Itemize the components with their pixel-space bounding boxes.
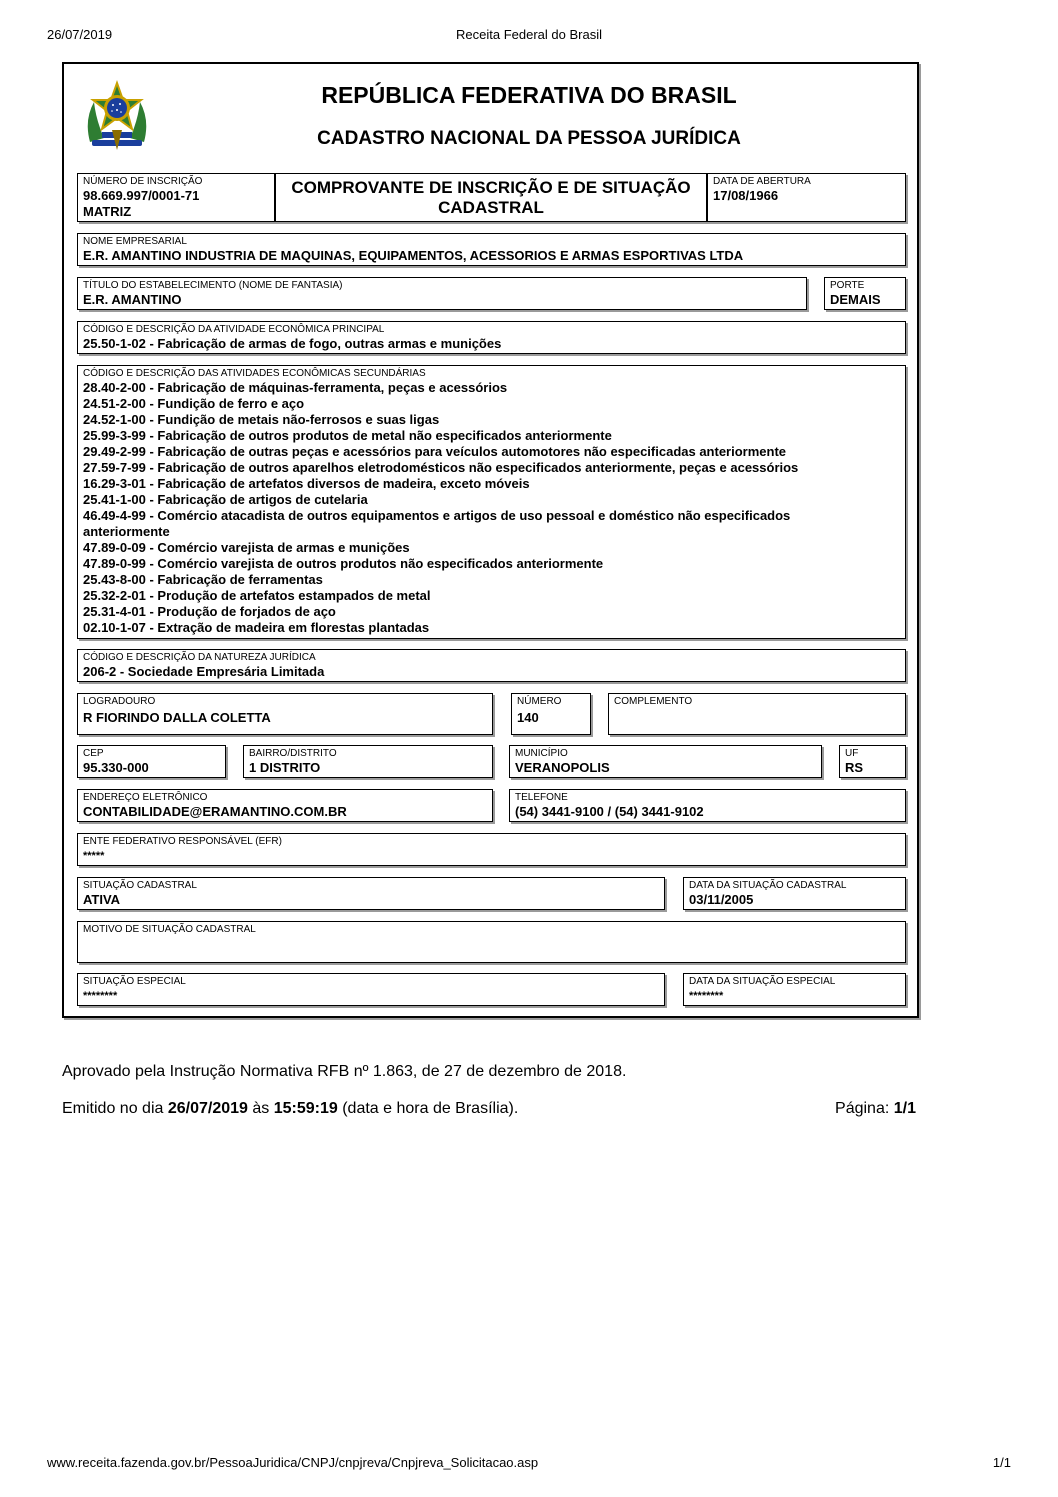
atividade-principal-value: 25.50-1-02 - Fabricação de armas de fogo, outras armas e munições (83, 336, 502, 351)
data-situacao-cadastral-label: DATA DA SITUAÇÃO CADASTRAL (689, 880, 847, 891)
atividade-secundaria-item: 16.29-3-01 - Fabricação de artefatos diversos de madeira, exceto móveis (83, 476, 530, 491)
atividade-secundaria-item: 46.49-4-99 - Comércio atacadista de outros equipamentos e artigos de uso pessoal e doméstico não especificados (83, 508, 791, 523)
situacao-especial-label: SITUAÇÃO ESPECIAL (83, 976, 186, 987)
emitido-suffix: (data e hora de Brasília). (337, 1100, 519, 1117)
logradouro-box (77, 693, 493, 735)
atividade-secundaria-item: 27.59-7-99 - Fabricação de outros aparelhos eletrodomésticos não especificados anteriormente, peças e acessórios (83, 460, 799, 475)
atividade-secundaria-item: 25.32-2-01 - Produção de artefatos estampados de metal (83, 588, 431, 603)
telefone-value: (54) 3441-9100 / (54) 3441-9102 (515, 804, 704, 819)
atividades-secundarias-label: CÓDIGO E DESCRIÇÃO DAS ATIVIDADES ECONÔMICAS SECUNDÁRIAS (83, 368, 426, 379)
numero-inscricao-box (77, 173, 275, 222)
atividade-principal-label: CÓDIGO E DESCRIÇÃO DA ATIVIDADE ECONÔMICA PRINCIPAL (83, 324, 385, 335)
republic-title: REPÚBLICA FEDERATIVA DO BRASIL (321, 82, 737, 108)
emitido-date: 26/07/2019 (167, 1100, 248, 1117)
porte-box (824, 277, 906, 310)
aprovado-text: Aprovado pela Instrução Normativa RFB nº 1.863, de 27 de dezembro de 2018. (62, 1063, 627, 1080)
atividade-secundaria-item: 25.41-1-00 - Fabricação de artigos de cutelaria (83, 492, 368, 507)
nome-empresarial-box (77, 233, 906, 266)
numero-inscricao-label: NÚMERO DE INSCRIÇÃO (83, 176, 203, 187)
efr-box (77, 833, 906, 866)
uf-value: RS (845, 760, 864, 775)
natureza-juridica-box (77, 649, 906, 682)
cep-value: 95.330-000 (83, 760, 149, 775)
comprovante-title-box (275, 173, 707, 222)
logradouro-label: LOGRADOURO (83, 696, 156, 707)
matriz-value: MATRIZ (83, 204, 132, 219)
cep-box (77, 745, 226, 778)
cep-label: CEP (83, 748, 104, 759)
situacao-especial-box (77, 973, 665, 1006)
data-situacao-cadastral-value: 03/11/2005 (689, 892, 754, 907)
data-situacao-especial-box (683, 973, 906, 1006)
motivo-situacao-box (77, 921, 906, 963)
complemento-box (608, 693, 906, 735)
atividade-secundaria-item: 25.43-8-00 - Fabricação de ferramentas (83, 572, 323, 587)
bairro-box (243, 745, 493, 778)
numero-endereco-value: 140 (517, 710, 539, 725)
data-situacao-especial-label: DATA DA SITUAÇÃO ESPECIAL (689, 976, 836, 987)
situacao-especial-value: ******** (83, 990, 118, 1002)
atividade-secundaria-item: anteriormente (83, 524, 170, 539)
atividade-secundaria-item: 25.99-3-99 - Fabricação de outros produtos de metal não especificados anteriormente (83, 428, 612, 443)
porte-value: DEMAIS (830, 292, 881, 307)
comprovante-title-line2: CADASTRAL (438, 198, 544, 217)
atividade-secundaria-item: 24.52-1-00 - Fundição de metais não-ferrosos e suas ligas (83, 412, 440, 427)
atividades-secundarias-box (77, 365, 906, 639)
print-title: Receita Federal do Brasil (456, 27, 602, 42)
data-abertura-box (707, 173, 906, 222)
print-page-number: 1/1 (992, 1455, 1011, 1470)
numero-endereco-box (511, 693, 591, 735)
situacao-cadastral-box (77, 877, 665, 910)
email-label: ENDEREÇO ELETRÔNICO (83, 792, 208, 803)
efr-value: ***** (83, 850, 105, 862)
pagina-value: 1/1 (893, 1100, 916, 1117)
pagina-text (835, 1100, 916, 1118)
data-abertura-label: DATA DE ABERTURA (713, 176, 811, 187)
atividade-secundaria-item: 47.89-0-09 - Comércio varejista de armas e munições (83, 540, 410, 555)
pagina-label: Página: (835, 1100, 894, 1117)
motivo-situacao-label: MOTIVO DE SITUAÇÃO CADASTRAL (83, 924, 256, 935)
nome-empresarial-value: E.R. AMANTINO INDUSTRIA DE MAQUINAS, EQUIPAMENTOS, ACESSORIOS E ARMAS ESPORTIVAS LTDA (83, 248, 744, 263)
atividade-secundaria-item: 28.40-2-00 - Fabricação de máquinas-ferramenta, peças e acessórios (83, 380, 508, 395)
porte-label: PORTE (830, 280, 865, 291)
data-situacao-especial-value: ******** (689, 990, 724, 1002)
titulo-estabelecimento-box (77, 277, 807, 310)
atividade-secundaria-item: 29.49-2-99 - Fabricação de outras peças e acessórios para veículos automotores não especificadas anteriormente (83, 444, 787, 459)
atividade-secundaria-item: 25.31-4-01 - Produção de forjados de aço (83, 604, 336, 619)
uf-box (839, 745, 906, 778)
complemento-label: COMPLEMENTO (614, 696, 693, 707)
efr-label: ENTE FEDERATIVO RESPONSÁVEL (EFR) (83, 836, 282, 847)
uf-label: UF (845, 748, 859, 759)
municipio-label: MUNICÍPIO (515, 748, 568, 759)
cadastro-title: CADASTRO NACIONAL DA PESSOA JURÍDICA (317, 128, 741, 149)
numero-inscricao-value: 98.669.997/0001-71 (83, 188, 200, 203)
data-abertura-value: 17/08/1966 (713, 188, 779, 203)
titulo-estabelecimento-label: TÍTULO DO ESTABELECIMENTO (NOME DE FANTASIA) (83, 280, 343, 291)
telefone-label: TELEFONE (515, 792, 568, 803)
atividade-secundaria-item: 24.51-2-00 - Fundição de ferro e aço (83, 396, 305, 411)
situacao-cadastral-value: ATIVA (83, 892, 121, 907)
emitido-time: 15:59:19 (273, 1100, 338, 1117)
atividade-secundaria-item: 02.10-1-07 - Extração de madeira em florestas plantadas (83, 620, 430, 635)
natureza-juridica-value: 206-2 - Sociedade Empresária Limitada (83, 664, 325, 679)
atividade-secundaria-item: 47.89-0-99 - Comércio varejista de outros produtos não especificados anteriormente (83, 556, 604, 571)
municipio-box (509, 745, 822, 778)
bairro-label: BAIRRO/DISTRITO (249, 748, 337, 759)
print-url: www.receita.fazenda.gov.br/PessoaJuridica/CNPJ/cnpjreva/Cnpjreva_Solicitacao.asp (47, 1455, 539, 1470)
comprovante-title-line1: COMPROVANTE DE INSCRIÇÃO E DE SITUAÇÃO (291, 178, 691, 197)
situacao-cadastral-label: SITUAÇÃO CADASTRAL (83, 880, 197, 891)
email-box (77, 789, 493, 822)
print-date: 26/07/2019 (47, 27, 113, 42)
telefone-box (509, 789, 906, 822)
bairro-value: 1 DISTRITO (249, 760, 321, 775)
email-value: CONTABILIDADE@ERAMANTINO.COM.BR (83, 804, 347, 819)
data-situacao-cadastral-box (683, 877, 906, 910)
municipio-value: VERANOPOLIS (515, 760, 610, 775)
nome-empresarial-label: NOME EMPRESARIAL (83, 236, 187, 247)
numero-endereco-label: NÚMERO (517, 696, 562, 707)
titulo-estabelecimento-value: E.R. AMANTINO (83, 292, 182, 307)
atividade-principal-box (77, 321, 906, 354)
emitido-prefix: Emitido no dia (62, 1100, 168, 1117)
natureza-juridica-label: CÓDIGO E DESCRIÇÃO DA NATUREZA JURÍDICA (83, 652, 316, 663)
emitido-mid: às (247, 1100, 274, 1117)
logradouro-value: R FIORINDO DALLA COLETTA (83, 710, 271, 725)
emitido-text (62, 1100, 518, 1118)
